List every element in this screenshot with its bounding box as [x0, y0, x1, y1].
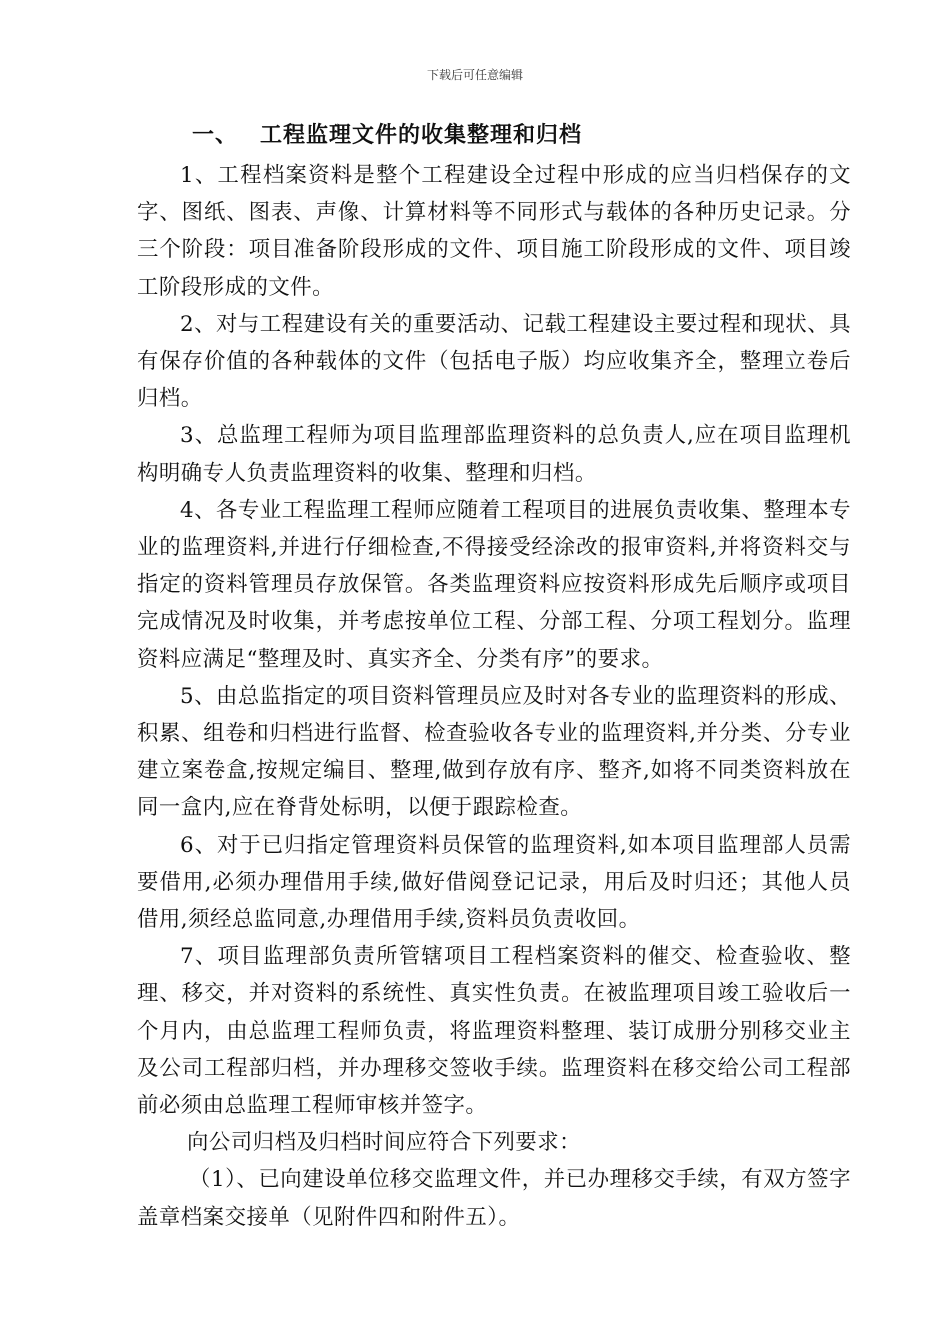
section-heading [192, 118, 582, 149]
paragraph-3: 3、总监理工程师为项目监理部监理资料的总负责人,应在项目监理机构明确专人负责监理资料的收集、整理和归档。 [137, 423, 851, 486]
section-number: 一、 [192, 123, 239, 148]
paragraph-6: 6、对于已归指定管理资料员保管的监理资料,如本项目监理部人员需要借用,必须办理借用手续,做好借阅登记记录，用后及时归还；其他人员借用,须经总监同意,办理借用手续,资料员负责收回。 [137, 832, 851, 933]
paragraph-5: 5、由总监指定的项目资料管理员应及时对各专业的监理资料的形成、积累、组卷和归档进行监督、检查验收各专业的监理资料,并分类、分专业建立案卷盒,按规定编目、整理,做到存放有序、整齐,如将不同类资料放在同一盒内,应在脊背处标明，以便于跟踪检查。 [137, 683, 851, 821]
requirement-item-1: （1）、已向建设单位移交监理文件，并已办理移交手续，有双方签字盖章档案交接单（见附件四和附件五）。 [137, 1167, 851, 1230]
paragraph-2: 2、对与工程建设有关的重要活动、记载工程建设主要过程和现状、具有保存价值的各种载体的文件（包括电子版）均应收集齐全，整理立卷后归档。 [137, 311, 851, 412]
header-note: 下载后可任意编辑 [426, 68, 523, 82]
paragraph-4: 4、各专业工程监理工程师应随着工程项目的进展负责收集、整理本专业的监理资料,并进行仔细检查,不得接受经涂改的报审资料,并将资料交与指定的资料管理员存放保管。各类监理资料应按资料形成先后顺序或项目完成情况及时收集，并考虑按单位工程、分部工程、分项工程划分。监理资料应满足“整理及时、真实齐全、分类有序”的要求。 [137, 497, 851, 672]
requirements-intro: 向公司归档及归档时间应符合下列要求： [187, 1130, 582, 1156]
paragraph-1: 1、工程档案资料是整个工程建设全过程中形成的应当归档保存的文字、图纸、图表、声像、计算材料等不同形式与载体的各种历史记录。分三个阶段：项目准备阶段形成的文件、项目施工阶段形成的文件、项目竣工阶段形成的文件。 [137, 163, 851, 300]
document-body [137, 157, 851, 1236]
section-title: 工程监理文件的收集整理和归档 [260, 123, 583, 148]
paragraph-7: 7、项目监理部负责所管辖项目工程档案资料的催交、检查验收、整理、移交，并对资料的系统性、真实性负责。在被监理项目竣工验收后一个月内，由总监理工程师负责，将监理资料整理、装订成册分别移交业主及公司工程部归档，并办理移交签收手续。监理资料在移交给公司工程部前必须由总监理工程师审核并签字。 [137, 944, 851, 1119]
